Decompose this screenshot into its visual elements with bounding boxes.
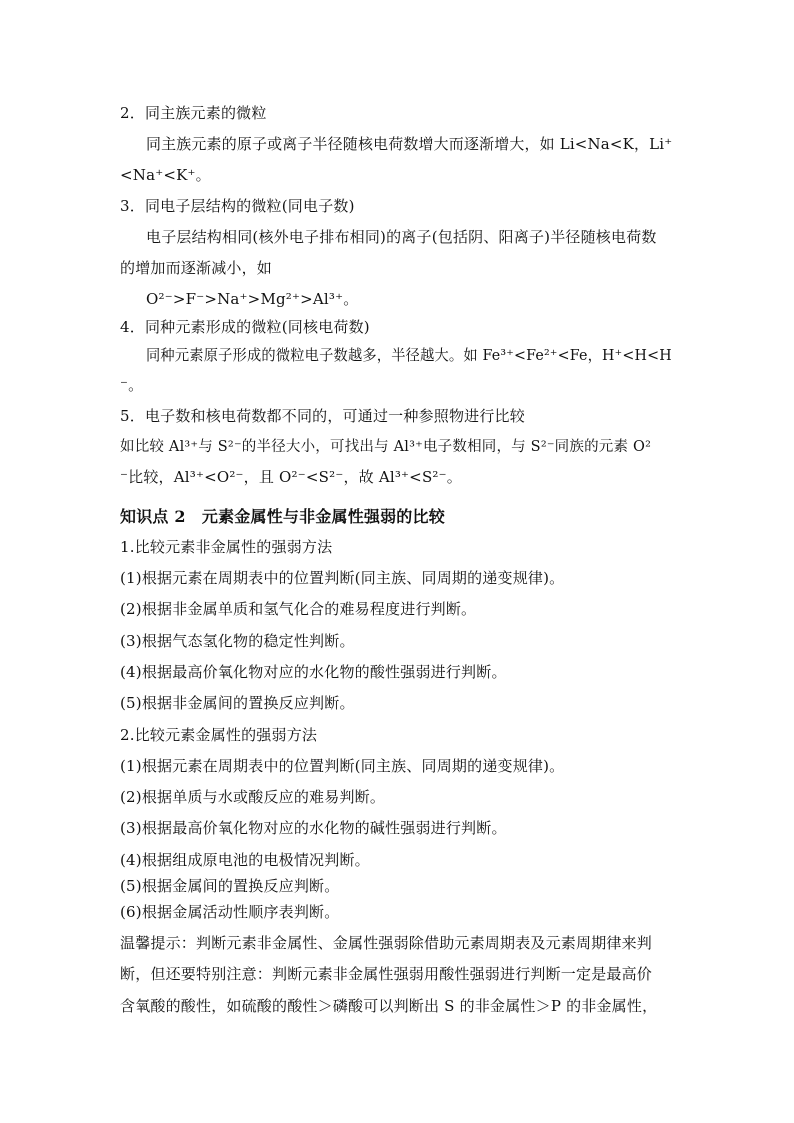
paragraph-line: 的增加而逐渐减小，如: [120, 259, 273, 277]
heading-isoelectronic: 3．同电子层结构的微粒(同电子数): [120, 197, 355, 215]
list-item: (1)根据元素在周期表中的位置判断(同主族、同周期的递变规律)。: [120, 569, 565, 587]
heading-reference-comparison: 5．电子数和核电荷数都不同的，可通过一种参照物进行比较: [120, 407, 525, 425]
list-item: (1)根据元素在周期表中的位置判断(同主族、同周期的递变规律)。: [120, 757, 565, 775]
tip-line: 温馨提示：判断元素非金属性、金属性强弱除借助元素周期表及元素周期律来判: [120, 934, 653, 952]
list-item: (3)根据气态氢化物的稳定性判断。: [120, 632, 355, 650]
list-item: (5)根据非金属间的置换反应判断。: [120, 694, 355, 712]
list-item: (2)根据非金属单质和氢气化合的难易程度进行判断。: [120, 600, 477, 618]
paragraph-line: O²⁻>F⁻>Na⁺>Mg²⁺>Al³⁺。: [146, 290, 359, 308]
list-item: (2)根据单质与水或酸反应的难易判断。: [120, 788, 386, 806]
paragraph-line: 同种元素原子形成的微粒电子数越多，半径越大。如 Fe³⁺<Fe²⁺<Fe，H⁺<H<H: [146, 346, 672, 364]
tip-line: 含氧酸的酸性，如硫酸的酸性＞磷酸可以判断出 S 的非金属性＞P 的非金属性，: [120, 997, 658, 1015]
paragraph-line: 如比较 Al³⁺与 S²⁻的半径大小，可找出与 Al³⁺电子数相同，与 S²⁻同族的元素 O²: [120, 439, 652, 455]
list-item: (3)根据最高价氧化物对应的水化物的碱性强弱进行判断。: [120, 819, 507, 837]
section-title: 知识点 2 元素金属性与非金属性强弱的比较: [120, 507, 445, 526]
heading-same-element: 4．同种元素形成的微粒(同核电荷数): [120, 318, 370, 336]
list-item: (4)根据最高价氧化物对应的水化物的酸性强弱进行判断。: [120, 663, 507, 681]
tip-line: 断，但还要特别注意：判断元素非金属性强弱用酸性强弱进行判断一定是最高价: [120, 965, 653, 983]
paragraph-line: <Na⁺<K⁺。: [120, 166, 211, 184]
subheading-nonmetal: 1.比较元素非金属性的强弱方法: [120, 538, 333, 556]
subheading-metal: 2.比较元素金属性的强弱方法: [120, 726, 318, 744]
paragraph-line: 电子层结构相同(核外电子排布相同)的离子(包括阴、阳离子)半径随核电荷数: [146, 228, 657, 246]
list-item: (6)根据金属活动性顺序表判断。: [120, 903, 340, 921]
paragraph-line: ⁻。: [120, 376, 144, 394]
list-item: (4)根据组成原电池的电极情况判断。: [120, 851, 370, 869]
heading-same-group: 2．同主族元素的微粒: [120, 104, 267, 122]
list-item: (5)根据金属间的置换反应判断。: [120, 877, 340, 895]
paragraph-line: ⁻比较，Al³⁺<O²⁻，且 O²⁻<S²⁻，故 Al³⁺<S²⁻。: [120, 468, 462, 486]
paragraph-line: 同主族元素的原子或离子半径随核电荷数增大而逐渐增大，如 Li<Na<K，Li⁺: [146, 135, 673, 153]
